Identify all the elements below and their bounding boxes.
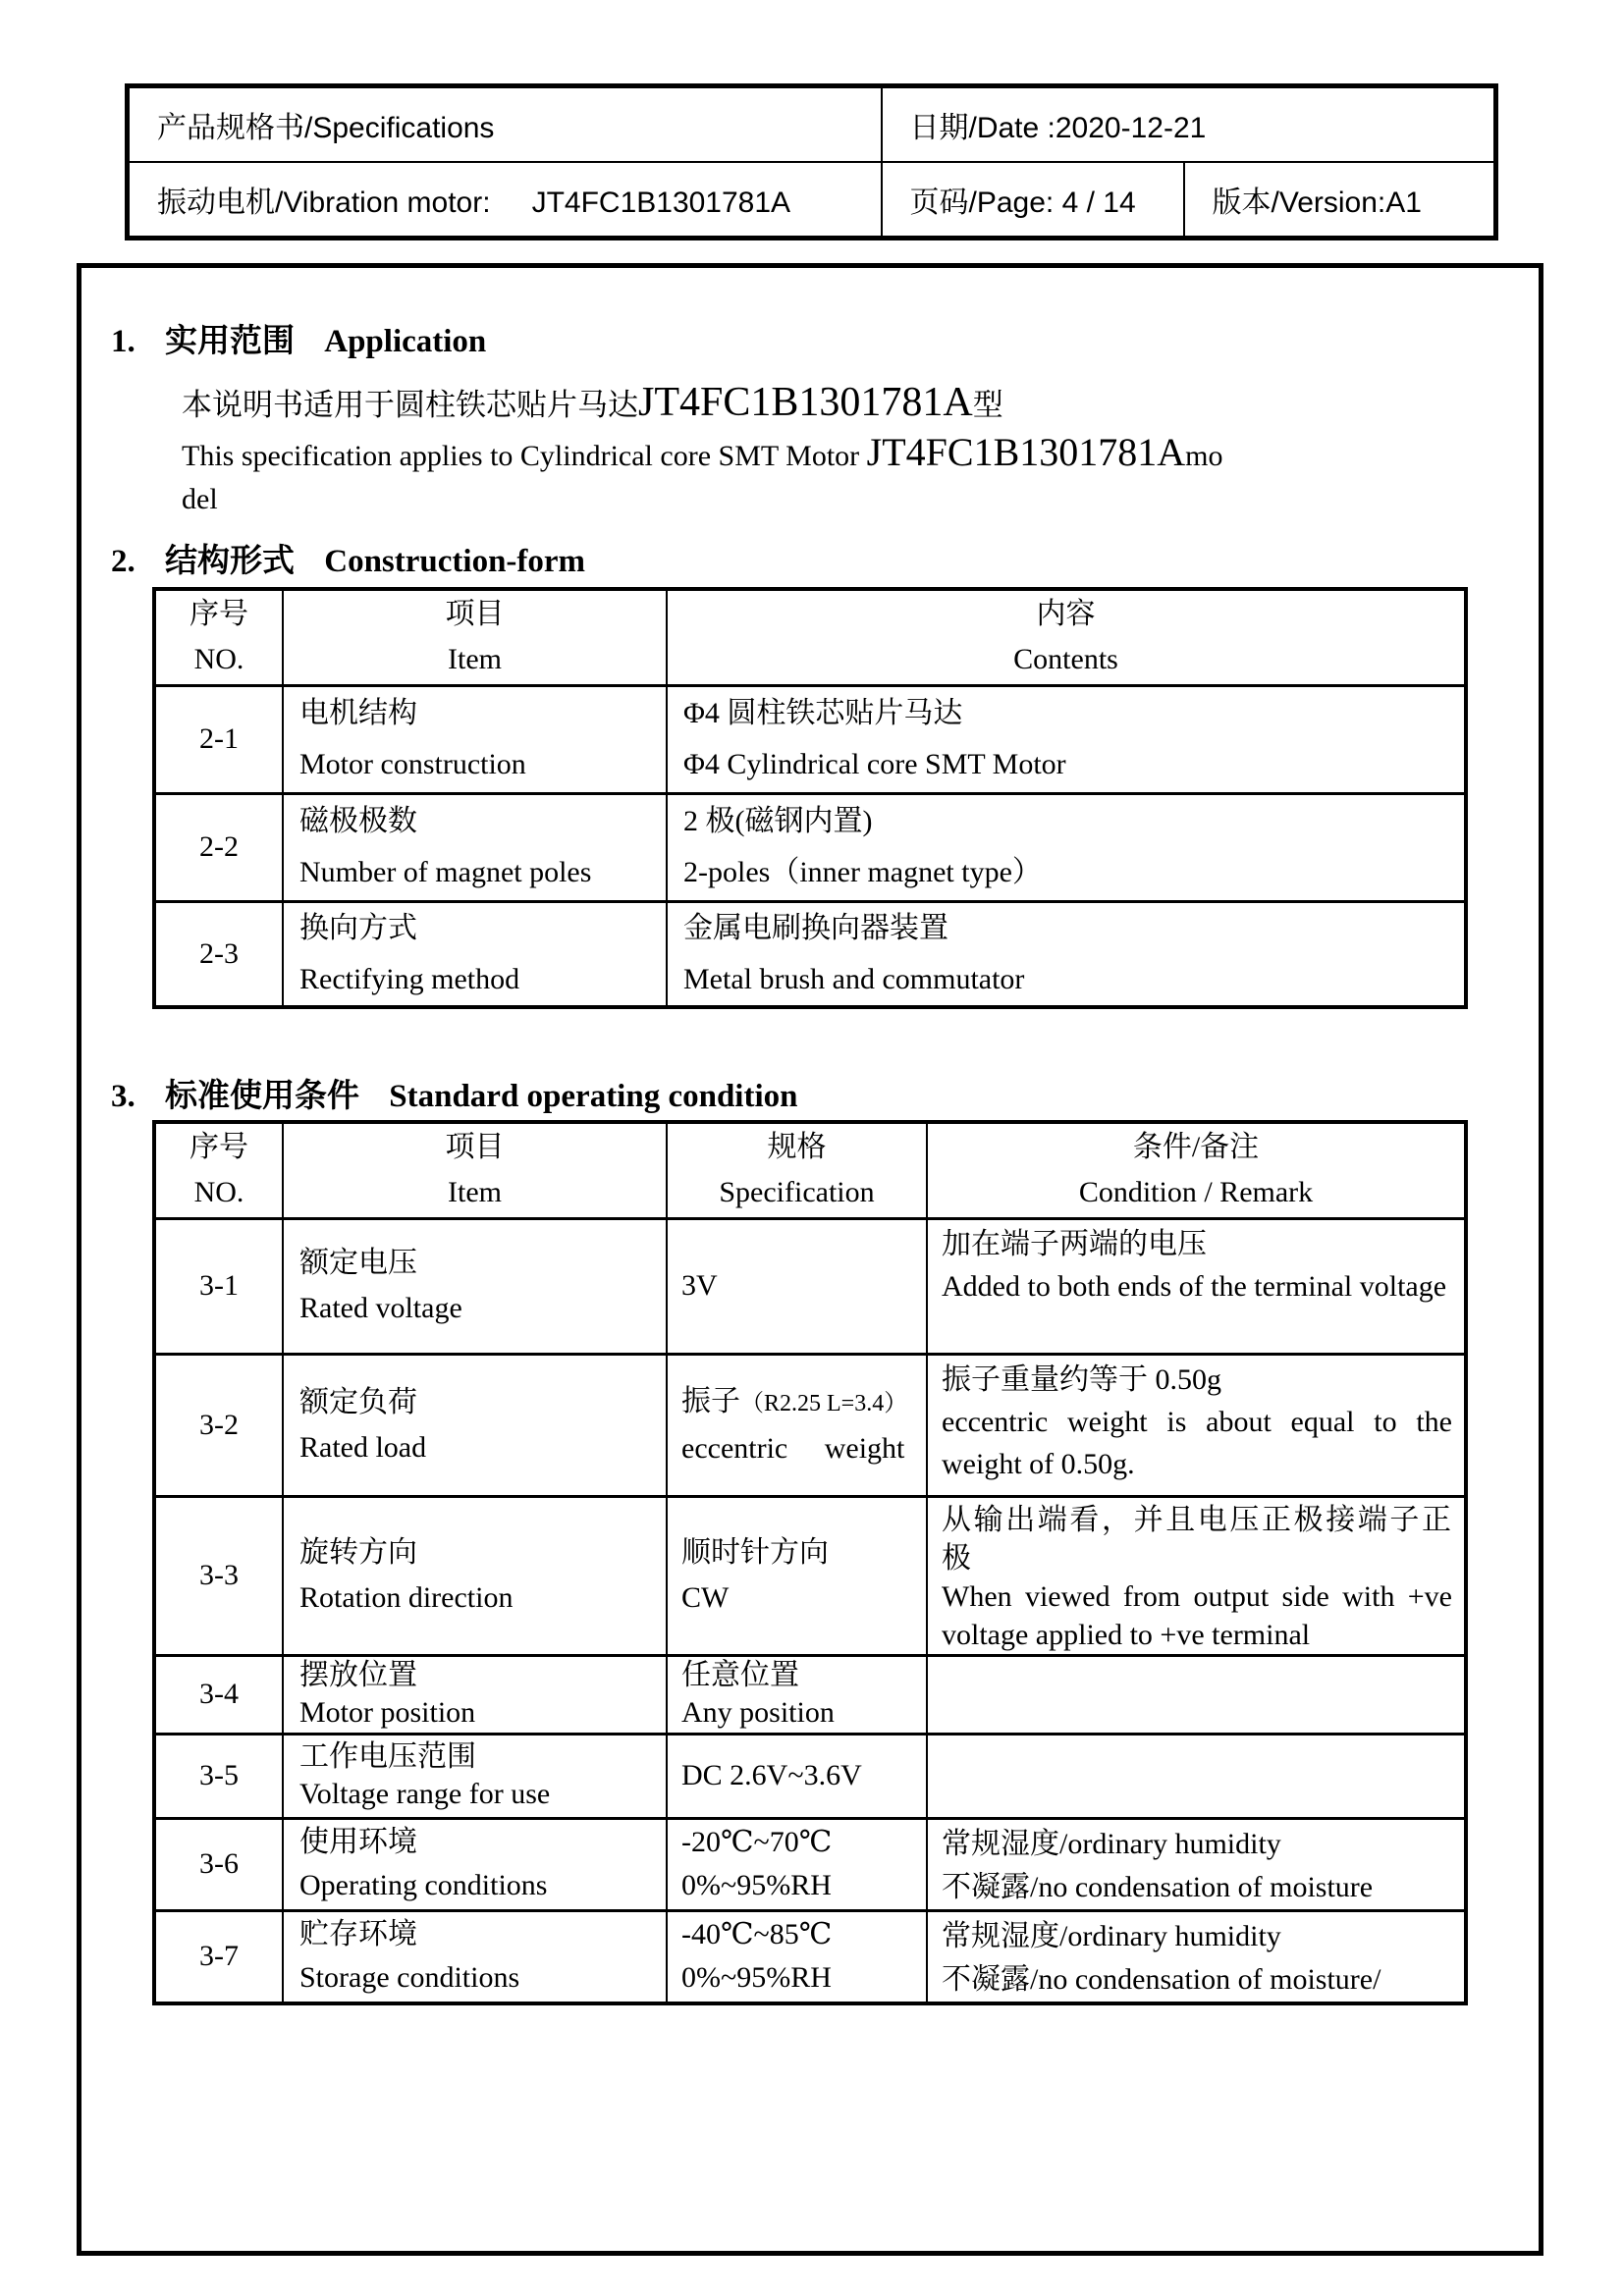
row-no: 3-6 [154,1818,283,1910]
application-en-suffix: mo [1185,440,1223,472]
version-label: 版本/Version:A1 [1212,187,1422,219]
col-item-zh: 项目 [445,598,505,631]
date-cell [882,86,1496,163]
contents-zh: 2 极(磁钢内置) [683,805,873,837]
section2-title-zh: 结构形式 [165,544,295,579]
col-no-header [154,589,283,685]
section1-number: 1. [111,324,135,359]
table-row [154,685,1466,793]
table-row [154,1910,1466,2003]
item-cell [283,793,667,901]
item-en: Rated voltage [299,1292,462,1324]
contents-cell [667,901,1466,1007]
item-cell [283,1734,667,1818]
remark-zh: 常规湿度/ordinary humidity [942,1919,1281,1952]
spec-cell [667,1496,927,1655]
row-no: 3-5 [154,1734,283,1818]
section1-heading [111,315,486,361]
content-box [77,263,1543,2256]
item-zh: 工作电压范围 [299,1740,476,1773]
item-cell [283,1910,667,2003]
col-no-header [154,1122,283,1218]
application-paragraph [182,378,1488,520]
spec-cell [667,1655,927,1734]
item-zh: 磁极极数 [299,805,417,837]
col-spec-en: Specification [719,1176,875,1209]
row-no: 2-3 [154,901,283,1007]
application-en-prefix: This specification applies to Cylindrical core SMT Motor [182,440,867,472]
table-row [154,1818,1466,1910]
col-item-en: Item [448,1176,502,1209]
spec-cell [667,1218,927,1354]
table-header-row [154,1122,1466,1218]
spec-cell [667,1734,927,1818]
application-line-en [182,430,1488,479]
item-cell [283,1354,667,1496]
item-cell [283,685,667,793]
remark-zh: 从输出端看，并且电压正极接端子正极 [942,1503,1452,1575]
spec-line: 振子 [681,1384,740,1417]
application-zh-prefix: 本说明书适用于圆柱铁芯贴片马达 [182,388,638,422]
table-row [154,1655,1466,1734]
remark-en: Added to both ends of the terminal voltage [942,1269,1447,1303]
version-cell [1184,162,1496,239]
row-no: 3-1 [154,1218,283,1354]
standard-operating-condition-table [152,1120,1468,2005]
motor-cell [128,162,882,239]
table-row [154,793,1466,901]
row-no: 2-2 [154,793,283,901]
application-line-zh [182,378,1488,430]
col-remark-en: Condition / Remark [1078,1176,1314,1209]
remark-cell [927,1354,1466,1496]
row-no: 3-2 [154,1354,283,1496]
spec-line: -40℃~85℃ [681,1918,833,1950]
table-row [154,1354,1466,1496]
section3-number: 3. [111,1079,135,1114]
section3-title-en: Standard operating condition [389,1079,798,1114]
spec-line: CW [681,1581,730,1614]
section2-title-en: Construction-form [324,544,586,579]
spec-line: eccentric weight [681,1431,905,1465]
spec-cell [667,1818,927,1910]
table-row [154,1496,1466,1655]
col-no-en: NO. [193,1176,244,1209]
col-remark-zh: 条件/备注 [1132,1131,1260,1164]
col-contents-header [667,589,1466,685]
item-en: Rectifying method [299,962,520,995]
remark-zh: 常规湿度/ordinary humidity [942,1827,1281,1860]
contents-en: Metal brush and commutator [683,962,1025,995]
col-item-zh: 项目 [445,1131,505,1164]
contents-en: Φ4 Cylindrical core SMT Motor [683,748,1066,780]
item-zh: 使用环境 [299,1826,417,1858]
table-header-row [154,589,1466,685]
section1-title-en: Application [324,324,487,359]
contents-en: 2-poles（inner magnet type） [683,856,1042,888]
col-item-header [283,1122,667,1218]
item-en: Number of magnet poles [299,856,592,888]
item-zh: 额定负荷 [299,1385,417,1418]
table-row [154,1734,1466,1818]
contents-zh: 金属电刷换向器装置 [683,911,948,944]
table-row [154,901,1466,1007]
section1-title-zh: 实用范围 [165,324,295,359]
remark-zh: 振子重量约等于 0.50g [942,1362,1221,1396]
col-item-en: Item [448,643,502,676]
application-zh-model: JT4FC1B1301781A [638,380,973,425]
col-spec-header [667,1122,927,1218]
item-en: Voltage range for use [299,1778,551,1810]
item-zh: 旋转方向 [299,1536,417,1569]
header-row-1 [128,86,1496,163]
col-spec-zh: 规格 [767,1131,827,1164]
item-en: Storage conditions [299,1961,520,1994]
item-en: Rotation direction [299,1581,514,1614]
page-cell [882,162,1184,239]
section2-heading [111,535,585,581]
spec-line: 3V [681,1269,718,1302]
row-no: 3-3 [154,1496,283,1655]
col-contents-zh: 内容 [1036,598,1096,631]
motor-model: JT4FC1B1301781A [531,187,791,219]
header-row-2 [128,162,1496,239]
item-zh: 额定电压 [299,1247,417,1279]
spec-line: 顺时针方向 [681,1536,829,1569]
contents-cell [667,685,1466,793]
col-contents-en: Contents [1013,643,1118,676]
section3-title-zh: 标准使用条件 [165,1079,359,1114]
item-en: Rated load [299,1430,427,1464]
spec-cell [667,1910,927,2003]
spec-line: -20℃~70℃ [681,1826,833,1858]
row-no: 2-1 [154,685,283,793]
spec-paren: （R2.25 L=3.4） [740,1390,908,1416]
remark-zh: 加在端子两端的电压 [942,1227,1207,1260]
contents-zh: Φ4 圆柱铁芯贴片马达 [683,697,963,729]
item-cell [283,1655,667,1734]
remark-en: 不凝露/no condensation of moisture [942,1870,1374,1903]
item-cell [283,1218,667,1354]
item-en: Motor construction [299,748,526,780]
item-cell [283,901,667,1007]
remark-cell [927,1218,1466,1354]
item-zh: 摆放位置 [299,1659,417,1691]
col-remark-header [927,1122,1466,1218]
row-no: 3-7 [154,1910,283,2003]
spec-line: 0%~95%RH [681,1869,832,1901]
remark-en: When viewed from output side with +ve voltage applied to +ve terminal [942,1579,1452,1651]
date-label: 日期/Date :2020-12-21 [909,112,1207,144]
col-no-en: NO. [193,643,244,676]
spec-line: 0%~95%RH [681,1961,832,1994]
row-no: 3-4 [154,1655,283,1734]
item-cell [283,1818,667,1910]
page-label: 页码/Page: 4 / 14 [909,187,1136,219]
remark-cell [927,1655,1466,1734]
spec-line: DC 2.6V~3.6V [681,1759,862,1791]
application-line-wrap: del [182,483,218,515]
remark-cell [927,1910,1466,2003]
spec-title-cell [128,86,882,163]
col-no-zh: 序号 [189,598,248,631]
col-no-zh: 序号 [189,1131,248,1164]
spec-line: 任意位置 [681,1659,799,1691]
spec-line: Any position [681,1696,835,1729]
application-en-model: JT4FC1B1301781A [866,430,1186,474]
table-row [154,1218,1466,1354]
item-en: Operating conditions [299,1869,548,1901]
remark-en: 不凝露/no condensation of moisture/ [942,1962,1381,1996]
remark-en: eccentric weight is about equal to the weight of 0.50g. [942,1405,1452,1480]
item-cell [283,1496,667,1655]
remark-cell [927,1496,1466,1655]
item-zh: 贮存环境 [299,1918,417,1950]
contents-cell [667,793,1466,901]
col-item-header [283,589,667,685]
item-zh: 电机结构 [299,697,417,729]
item-zh: 换向方式 [299,911,417,944]
section3-heading [111,1070,798,1116]
spec-cell [667,1354,927,1496]
section2-number: 2. [111,544,135,579]
remark-cell [927,1818,1466,1910]
remark-cell [927,1734,1466,1818]
document-header-table [125,83,1498,240]
item-en: Motor position [299,1696,476,1729]
motor-label: 振动电机/Vibration motor: [157,187,491,219]
spec-title: 产品规格书/Specifications [157,112,495,144]
construction-form-table [152,587,1468,1009]
application-zh-suffix: 型 [972,388,1003,422]
